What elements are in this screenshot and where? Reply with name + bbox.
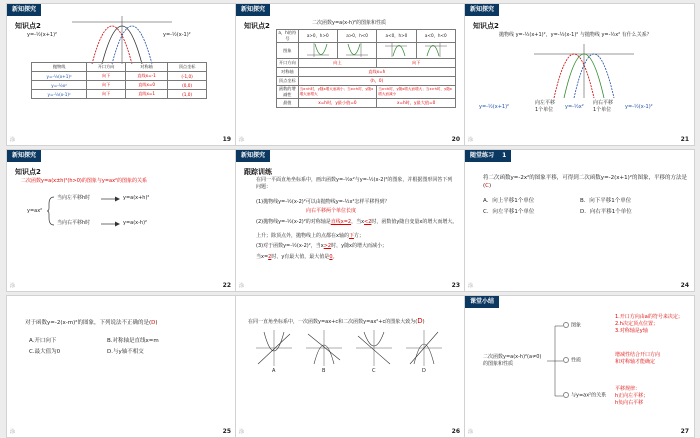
mini-parabola-icon	[425, 43, 447, 57]
slide-header: 新知探究	[236, 150, 270, 162]
arrow-right-icon	[101, 196, 121, 202]
table-cell: y=-½(x+1)²	[32, 72, 87, 81]
question-1: (1)抛物线y=-½(x-2)²可以由抛物线y=-½x²怎样平移得到？	[256, 199, 390, 205]
table-cell: (1,0)	[168, 90, 207, 99]
slide-19[interactable]	[7, 4, 236, 145]
slide-number: 25	[222, 428, 231, 435]
table-header: a，h的符号	[278, 30, 297, 41]
table-cell: 向下	[87, 72, 126, 81]
question-text: 抛物线 y=-½(x+1)²，y=-½(x-1)² 与抛物线 y=-½x² 有什么关系？	[499, 32, 652, 38]
table-header: a>0，h<0	[337, 30, 376, 43]
slide-22[interactable]	[7, 150, 236, 291]
property-table	[31, 62, 207, 99]
option-d[interactable]: D．向右平移1个单位	[580, 209, 632, 215]
table-cell: 函数的增减性	[277, 86, 299, 99]
graph-cell	[416, 43, 455, 59]
option-a-label[interactable]: A	[272, 368, 276, 374]
table-cell: 顶点坐标	[277, 77, 299, 86]
slide-header: 随堂练习 1	[465, 150, 511, 162]
slide-number: 19	[222, 136, 231, 143]
graph-details: 1.开口方向由a的符号来决定； 2.h决定顶点位置； 3.对称轴是y轴	[615, 314, 683, 334]
branch-relation: 与y=ax²的关系	[563, 392, 606, 400]
table-header: a<0，h<0	[416, 30, 455, 43]
graph-b-icon	[306, 330, 342, 366]
slide-mark: 涂	[239, 137, 245, 143]
graph-cell	[298, 43, 337, 59]
table-cell: 向下	[87, 90, 126, 99]
option-a[interactable]: A.开口向下	[29, 338, 57, 344]
left-shift-result: y=a(x+h)²	[123, 195, 150, 201]
table-header: 对称轴	[125, 63, 167, 72]
option-a[interactable]: A．向上平移1个单位	[483, 198, 535, 204]
slide-mark: 涂	[468, 429, 474, 435]
table-cell: 向下	[377, 59, 456, 68]
exercise-badge: 1	[502, 152, 507, 159]
table-cell: 直线x=1	[125, 90, 167, 99]
slide-header: 新知探究	[7, 4, 41, 16]
graph-d-icon	[406, 330, 442, 366]
table-cell: x=h时，y最大值=0	[377, 99, 456, 108]
slide-header: 新知探究	[7, 150, 41, 162]
table-cell: (-1,0)	[168, 72, 207, 81]
bullet-icon	[563, 322, 569, 328]
property-details: 增减性结合开口方向 和对称轴才能确定	[615, 352, 661, 365]
slide-mark: 涂	[10, 137, 16, 143]
curve-label-left: y=-½(x+1)²	[27, 32, 58, 38]
slide-mark: 涂	[239, 429, 245, 435]
table-cell: y=-½x²	[32, 81, 87, 90]
slide-number: 21	[680, 136, 689, 143]
mini-parabola-icon	[346, 43, 368, 57]
center-equation: y=-½x²	[565, 104, 584, 110]
option-c[interactable]: C．向左平移1个单位	[483, 209, 535, 215]
property-table	[276, 29, 456, 108]
table-cell: 当x<h时，y随x增大而减小；当x>h时，y随x增大而增大	[298, 86, 377, 99]
table-header: 顶点坐标	[168, 63, 207, 72]
question-4: 当x=2时，y有最大值，最大值是0。	[256, 254, 338, 260]
curve-label-right: y=-½(x-1)²	[163, 32, 191, 38]
table-header: a>0，h>0	[298, 30, 337, 43]
slide-mark: 涂	[468, 283, 474, 289]
question-text: 将二次函数y=-2x²的图象平移，可得到二次函数y=-2(x+1)²的图象，平移的方法是(C)	[483, 175, 688, 189]
table-cell: x=h时，y最小值=0	[298, 99, 377, 108]
table-cell: 最值	[277, 99, 299, 108]
slide-number: 23	[451, 282, 460, 289]
option-b[interactable]: B．向下平移1个单位	[580, 198, 632, 204]
table-cell: 开口方向	[277, 59, 299, 68]
table-cell: 向上	[298, 59, 377, 68]
knowledge-point-label: 知识点2	[473, 22, 499, 30]
left-shift-condition: 当向左平移h时	[57, 195, 91, 201]
parabola-graph	[529, 44, 639, 98]
table-cell: (h，0)	[298, 77, 455, 86]
right-shift-condition: 当向右平移h时	[57, 220, 91, 226]
slide-number: 26	[451, 428, 460, 435]
slide-number: 20	[451, 136, 460, 143]
bullet-icon	[563, 392, 569, 398]
bullet-icon	[563, 357, 569, 363]
question-2: (2)抛物线y=-½(x-2)²的对称轴是直线x=2，当x<2时，函数值y随自变量x的增大而增大。	[256, 219, 458, 225]
left-shift-units: 1个单位	[535, 107, 554, 113]
mini-parabola-icon	[385, 43, 407, 57]
summary-topic: 二次函数y=a(x-h)²(a≠0)	[483, 354, 542, 360]
slide-title: 二次函数y=a(x±h)²(h>0)的图象与y=ax²的图象的关系	[21, 178, 148, 184]
right-equation: y=-½(x-1)²	[625, 104, 653, 110]
option-d-label[interactable]: D	[422, 368, 426, 374]
left-shift-text: 向左平移	[535, 100, 556, 106]
question-3: (3)对于函数y=-½(x-2)²，当x>2时，y随x的增大而减小；	[256, 243, 387, 249]
slide-25[interactable]	[7, 296, 236, 437]
mini-parabola-icon	[307, 43, 329, 57]
slide-title: 二次函数y=a(x-h)²的图象和性质	[312, 20, 387, 26]
exercise-intro: 在同一平面直角坐标系中，画出函数y=-½x²与y=-½(x-2)²的图象，并根据图形回答下列问题：	[256, 177, 453, 190]
slide-number: 22	[222, 282, 231, 289]
graph-cell	[377, 43, 416, 59]
graph-c-icon	[356, 330, 392, 366]
table-cell: 向下	[87, 81, 126, 90]
table-cell: 直线x=-1	[125, 72, 167, 81]
table-header: a<0，h>0	[377, 30, 416, 43]
slide-26[interactable]	[236, 296, 465, 437]
question-text: 对于函数y=-2(x-m)²的图象，下列说法不正确的是(D)	[25, 320, 158, 326]
right-shift-result: y=a(x-h)²	[123, 220, 148, 226]
relation-details: 平移规律： h正向左平移； h负向右平移	[615, 386, 649, 406]
answer-1: 向右平移两个单位长度	[306, 208, 357, 214]
slide-number: 24	[680, 282, 689, 289]
knowledge-point-label: 知识点2	[15, 168, 41, 176]
slide-header: 课堂小结	[465, 296, 499, 308]
arrow-right-icon	[101, 221, 121, 227]
table-cell: 直线x=h	[298, 68, 455, 77]
slide-header: 新知探究	[465, 4, 499, 16]
knowledge-point-label: 跟踪训练	[244, 168, 272, 176]
right-shift-units: 1个单位	[593, 107, 612, 113]
table-cell: y=-½(x-1)²	[32, 90, 87, 99]
knowledge-point-label: 知识点2	[244, 22, 270, 30]
graph-cell	[337, 43, 376, 59]
table-cell: (0,0)	[168, 81, 207, 90]
table-cell: 图象	[277, 43, 299, 59]
slide-mark: 涂	[239, 283, 245, 289]
slide-mark: 涂	[10, 283, 16, 289]
knowledge-point-label: 知识点2	[15, 22, 41, 30]
option-c[interactable]: C.最大值为0	[29, 349, 61, 355]
parabola-graph	[67, 16, 177, 64]
option-b-label[interactable]: B	[322, 368, 326, 374]
slide-number: 27	[680, 428, 689, 435]
graph-a-icon	[256, 330, 292, 366]
table-header: 抛物线	[32, 63, 87, 72]
option-b[interactable]: B.对称轴是直线x=m	[107, 338, 159, 344]
question-2-continued: 上升；除顶点外，抛物线上的点都在x轴的下方；	[256, 233, 364, 239]
slide-20[interactable]	[236, 4, 465, 145]
brace-icon	[47, 196, 55, 226]
table-cell: 当x<h时，y随x增大而增大；当x>h时，y随x增大而减小	[377, 86, 456, 99]
slide-27[interactable]	[465, 296, 694, 437]
question-text: 在同一直角坐标系中，一次函数y=ax+c和二次函数y=ax²+c的图象大致为(D)	[248, 317, 425, 325]
left-equation: y=-½(x+1)²	[479, 104, 510, 110]
slide-24[interactable]	[465, 150, 694, 291]
summary-topic-line2: 的图象和性质	[483, 361, 514, 367]
slide-mark: 涂	[468, 137, 474, 143]
option-graphs	[256, 330, 446, 366]
option-c-label[interactable]: C	[372, 368, 376, 374]
table-header: 开口方向	[87, 63, 126, 72]
table-cell: 直线x=0	[125, 81, 167, 90]
slide-header: 新知探究	[236, 4, 270, 16]
branch-property: 性质	[563, 357, 581, 365]
branch-graph: 图象	[563, 322, 581, 330]
right-shift-text: 向右平移	[593, 100, 614, 106]
base-function: y=ax²	[27, 208, 43, 214]
option-d[interactable]: D.与y轴不相交	[107, 349, 144, 355]
table-cell: 对称轴	[277, 68, 299, 77]
slide-23[interactable]	[236, 150, 465, 291]
slide-21[interactable]	[465, 4, 694, 145]
slide-mark: 涂	[10, 429, 16, 435]
